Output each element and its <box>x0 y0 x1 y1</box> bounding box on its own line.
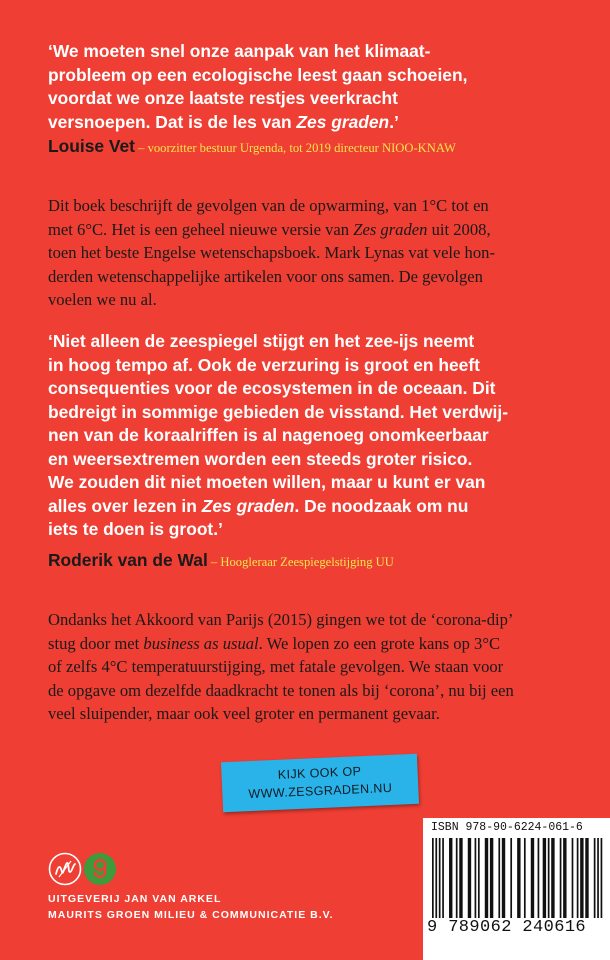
barcode-bar <box>551 838 554 918</box>
quote-line: We zouden dit niet moeten willen, maar u kunt er van <box>48 472 486 492</box>
isbn-barcode <box>423 818 610 960</box>
barcode-bar <box>572 838 574 918</box>
barcode-bar <box>577 838 579 918</box>
barcode-bar <box>502 838 505 918</box>
author-role: – Hoogleraar Zeespiegelstijging UU <box>207 555 394 569</box>
barcode-bar <box>601 838 603 918</box>
quote-line: probleem op een ecologische leest gaan schoeien, <box>48 64 468 85</box>
attribution-louise-vet <box>48 136 588 157</box>
quote-line: bedreigt in sommige gebieden de visstand. Het verdwij- <box>48 401 508 422</box>
author-role: – voorzitter bestuur Urgenda, tot 2019 directeur NIOO-KNAW <box>134 141 456 155</box>
para-line: Ondanks het Akkoord van Parijs (2015) gingen we tot de ‘corona-dip’ <box>48 610 514 629</box>
para-line: of zelfs 4°C temperatuurstijging, met fatale gevolgen. We staan voor <box>48 657 504 676</box>
book-title: Zes graden <box>201 495 295 516</box>
barcode-bar <box>442 838 444 918</box>
para-line: uit 2008, <box>427 219 491 239</box>
isbn-label: ISBN 978-90-6224-061-6 <box>431 821 583 834</box>
para-line: . We lopen zo een grote kans op 3°C <box>258 633 501 653</box>
book-title: Zes graden <box>353 219 428 239</box>
quote-line: . De noodzaak om nu <box>294 495 469 516</box>
barcode-bar <box>435 838 437 918</box>
para-line: met 6°C. Het is een geheel nieuwe versie van <box>48 219 354 239</box>
barcode-bar <box>597 838 599 918</box>
barcode-bar <box>478 838 480 918</box>
barcode-bar <box>560 838 562 918</box>
sticker-line-1: KIJK OOK OP <box>277 764 362 782</box>
attribution-roderik-van-de-wal <box>48 550 588 571</box>
barcode-bar <box>468 838 471 918</box>
barcode-bar <box>498 838 500 918</box>
barcode-bar <box>490 838 493 918</box>
barcode-bar <box>475 838 477 918</box>
description-paragraph <box>48 194 578 312</box>
barcode-bar <box>563 838 566 918</box>
sticker-url[interactable]: WWW.ZESGRADEN.NU <box>248 780 393 802</box>
closing-paragraph <box>48 608 578 726</box>
jan-van-arkel-logo-icon <box>48 852 82 886</box>
barcode-bar <box>580 838 583 918</box>
para-line: Dit boek beschrijft de gevolgen van de opwarming, van 1°C tot en <box>48 196 489 215</box>
author-name: Louise Vet <box>48 136 135 156</box>
barcode-bar <box>517 838 520 918</box>
para-line: veel sluipender, maar ook veel groter en permanent gevaar. <box>48 704 440 723</box>
barcode-bar <box>585 838 588 918</box>
quote-louise-vet <box>48 40 568 134</box>
publisher-line-2: MAURITS GROEN MILIEU & COMMUNICATIE B.V. <box>48 909 334 921</box>
barcode-bar <box>459 838 462 918</box>
barcode-bar <box>510 838 512 918</box>
quote-roderik-van-de-wal <box>48 330 568 542</box>
barcode-bar <box>485 838 488 918</box>
quote-line: en weersextremen worden een steeds groter risico. <box>48 448 473 469</box>
barcode-bar <box>524 838 526 918</box>
quote-line: alles over lezen in <box>48 495 202 516</box>
barcode-bar <box>456 838 458 918</box>
publisher-line-1: UITGEVERIJ JAN VAN ARKEL <box>48 893 222 905</box>
para-line: toen het beste Engelse wetenschapsboek. Mark Lynas vat vele hon- <box>48 243 495 262</box>
barcode-bar <box>594 838 596 918</box>
quote-line: ‘We moeten snel onze aanpak van het klimaat- <box>48 41 431 61</box>
book-title: Zes graden <box>296 111 390 132</box>
barcode-bar <box>543 838 546 918</box>
barcode-bar <box>531 838 534 918</box>
quote-line: nen van de koraalriffen is al nagenoeg onomkeerbaar <box>48 425 489 445</box>
quote-line: in hoog tempo af. Ook de verzuring is groot en heeft <box>48 354 480 375</box>
quote-line: voordat we onze laatste restjes veerkracht <box>48 88 398 108</box>
quote-line: iets te doen is groot.’ <box>48 519 223 539</box>
barcode-bars <box>431 838 605 920</box>
barcode-bar <box>432 838 434 918</box>
barcode-bar <box>548 838 550 918</box>
emphasis-text: business as usual <box>143 633 259 653</box>
website-sticker[interactable] <box>221 754 419 813</box>
quote-end: .’ <box>389 111 399 132</box>
para-line: stug door met <box>48 633 144 653</box>
barcode-bar <box>538 838 540 918</box>
quote-line: versnoepen. Dat is de les van <box>48 111 297 132</box>
barcode-digits: 9 789062 240616 <box>427 918 587 937</box>
quote-line: ‘Niet alleen de zeespiegel stijgt en het zee-ijs neemt <box>48 331 475 351</box>
quote-line: consequenties voor de ecosystemen in de oceaan. Dit <box>48 378 496 398</box>
para-line: voelen we nu al. <box>48 290 157 309</box>
barcode-bar <box>449 838 452 918</box>
para-line: de opgave om dezelfde daadkracht te tonen als bij ‘corona’, nu bij een <box>48 680 514 700</box>
barcode-bar <box>439 838 441 918</box>
author-name: Roderik van de Wal <box>48 550 208 570</box>
para-line: derden wetenschappelijke artikelen voor ons samen. De gevolgen <box>48 266 483 286</box>
maurits-groen-logo-icon <box>83 852 117 886</box>
